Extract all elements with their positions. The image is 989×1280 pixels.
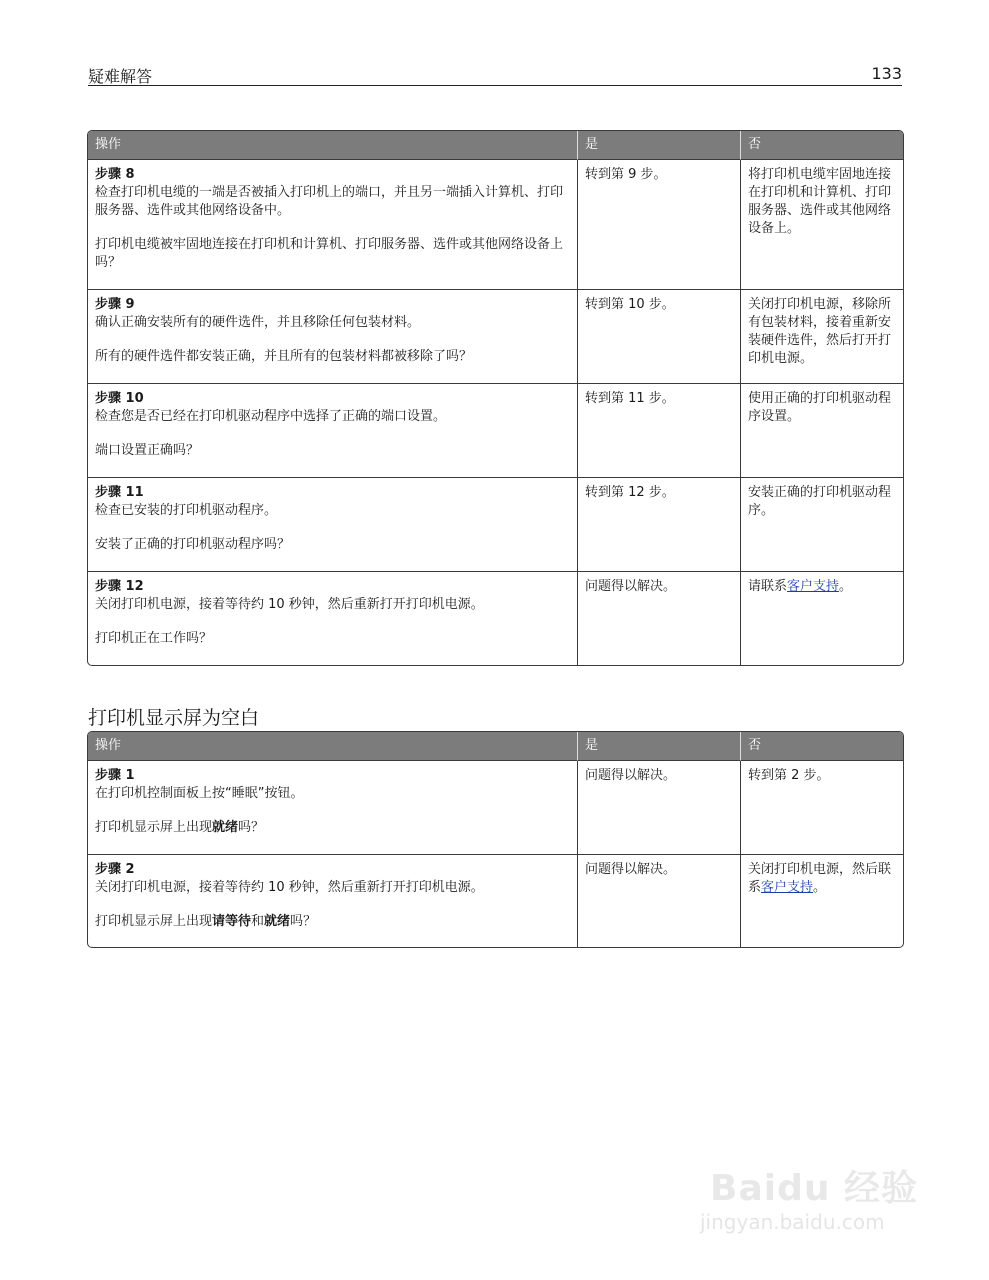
step-description: 检查打印机电缆的一端是否被插入打印机上的端口，并且另一端插入计算机、打印服务器、选件或其他网络设备中。	[95, 185, 564, 218]
watermark-logo: Baidu 经验	[710, 1168, 919, 1209]
troubleshooting-table-1	[87, 130, 904, 666]
yes-cell: 问题得以解决。	[577, 571, 740, 665]
step-description: 关闭打印机电源，接着等待约 10 秒钟，然后重新打开打印机电源。	[95, 597, 484, 612]
action-cell	[88, 761, 577, 854]
yes-cell: 转到第 12 步。	[577, 477, 740, 571]
no-text-prefix: 请联系	[748, 579, 788, 594]
step-description: 检查您是否已经在打印机驱动程序中选择了正确的端口设置。	[95, 409, 447, 424]
table-row	[88, 854, 903, 947]
no-cell: 使用正确的打印机驱动程序设置。	[740, 383, 903, 477]
table-row	[88, 160, 903, 289]
action-cell	[88, 160, 577, 289]
no-cell	[740, 571, 903, 665]
status-please-wait: 请等待	[212, 914, 252, 929]
page-header	[88, 60, 902, 86]
column-header-no: 否	[740, 732, 903, 761]
page-number: 133	[871, 64, 902, 83]
column-header-yes: 是	[577, 732, 740, 761]
baidu-jingyan-watermark	[700, 1160, 940, 1240]
step-description: 关闭打印机电源，接着等待约 10 秒钟，然后重新打开打印机电源。	[95, 880, 484, 895]
column-header-yes: 是	[577, 131, 740, 160]
step-title: 步骤 2	[95, 862, 135, 877]
table-row	[88, 289, 903, 383]
step-description: 检查已安装的打印机驱动程序。	[95, 503, 278, 518]
column-header-action: 操作	[88, 131, 577, 160]
action-cell	[88, 854, 577, 947]
table-row	[88, 571, 903, 665]
step-description: 确认正确安装所有的硬件选件，并且移除任何包装材料。	[95, 315, 421, 330]
header-title: 疑难解答	[88, 67, 153, 86]
step-question: 所有的硬件选件都安装正确，并且所有的包装材料都被移除了吗？	[95, 349, 473, 364]
step-question: 打印机显示屏上出现就绪吗？	[95, 820, 265, 835]
watermark-url: jingyan.baidu.com	[700, 1210, 885, 1234]
yes-cell: 转到第 9 步。	[577, 160, 740, 289]
step-title: 步骤 11	[95, 485, 144, 500]
step-title: 步骤 8	[95, 167, 135, 182]
step-question: 端口设置正确吗？	[95, 443, 200, 458]
step-question: 打印机电缆被牢固地连接在打印机和计算机、打印服务器、选件或其他网络设备上吗？	[95, 237, 564, 270]
customer-support-link[interactable]: 客户支持	[787, 579, 840, 594]
column-header-no: 否	[740, 131, 903, 160]
step-title: 步骤 12	[95, 579, 144, 594]
step-question: 打印机正在工作吗？	[95, 631, 213, 646]
table-row	[88, 477, 903, 571]
no-cell: 转到第 2 步。	[740, 761, 903, 854]
step-title: 步骤 9	[95, 297, 135, 312]
table-row	[88, 383, 903, 477]
action-cell	[88, 477, 577, 571]
step-question: 打印机显示屏上出现请等待和就绪吗？	[95, 914, 317, 929]
yes-cell: 转到第 10 步。	[577, 289, 740, 383]
no-text-suffix: 。	[813, 880, 827, 895]
no-cell	[740, 854, 903, 947]
action-cell	[88, 289, 577, 383]
step-description: 在打印机控制面板上按“睡眠”按钮。	[95, 786, 304, 801]
action-cell	[88, 383, 577, 477]
customer-support-link[interactable]: 客户支持	[761, 880, 814, 895]
column-header-action: 操作	[88, 732, 577, 761]
step-title: 步骤 1	[95, 768, 135, 783]
table-header-row	[88, 732, 903, 761]
no-text-suffix: 。	[839, 579, 853, 594]
step-title: 步骤 10	[95, 391, 144, 406]
yes-cell: 转到第 11 步。	[577, 383, 740, 477]
no-cell: 关闭打印机电源，移除所有包装材料，接着重新安装硬件选件，然后打开打印机电源。	[740, 289, 903, 383]
no-text-prefix: 关闭打印机电源，然后联系	[748, 862, 892, 895]
section-title: 打印机显示屏为空白	[88, 707, 260, 729]
troubleshooting-table-2	[87, 731, 904, 948]
table-header-row	[88, 131, 903, 160]
no-cell: 安装正确的打印机驱动程序。	[740, 477, 903, 571]
status-ready: 就绪	[212, 820, 239, 835]
step-question: 安装了正确的打印机驱动程序吗？	[95, 537, 291, 552]
yes-cell: 问题得以解决。	[577, 761, 740, 854]
status-ready: 就绪	[264, 914, 291, 929]
action-cell	[88, 571, 577, 665]
no-cell: 将打印机电缆牢固地连接在打印机和计算机、打印服务器、选件或其他网络设备上。	[740, 160, 903, 289]
table-row	[88, 761, 903, 854]
yes-cell: 问题得以解决。	[577, 854, 740, 947]
